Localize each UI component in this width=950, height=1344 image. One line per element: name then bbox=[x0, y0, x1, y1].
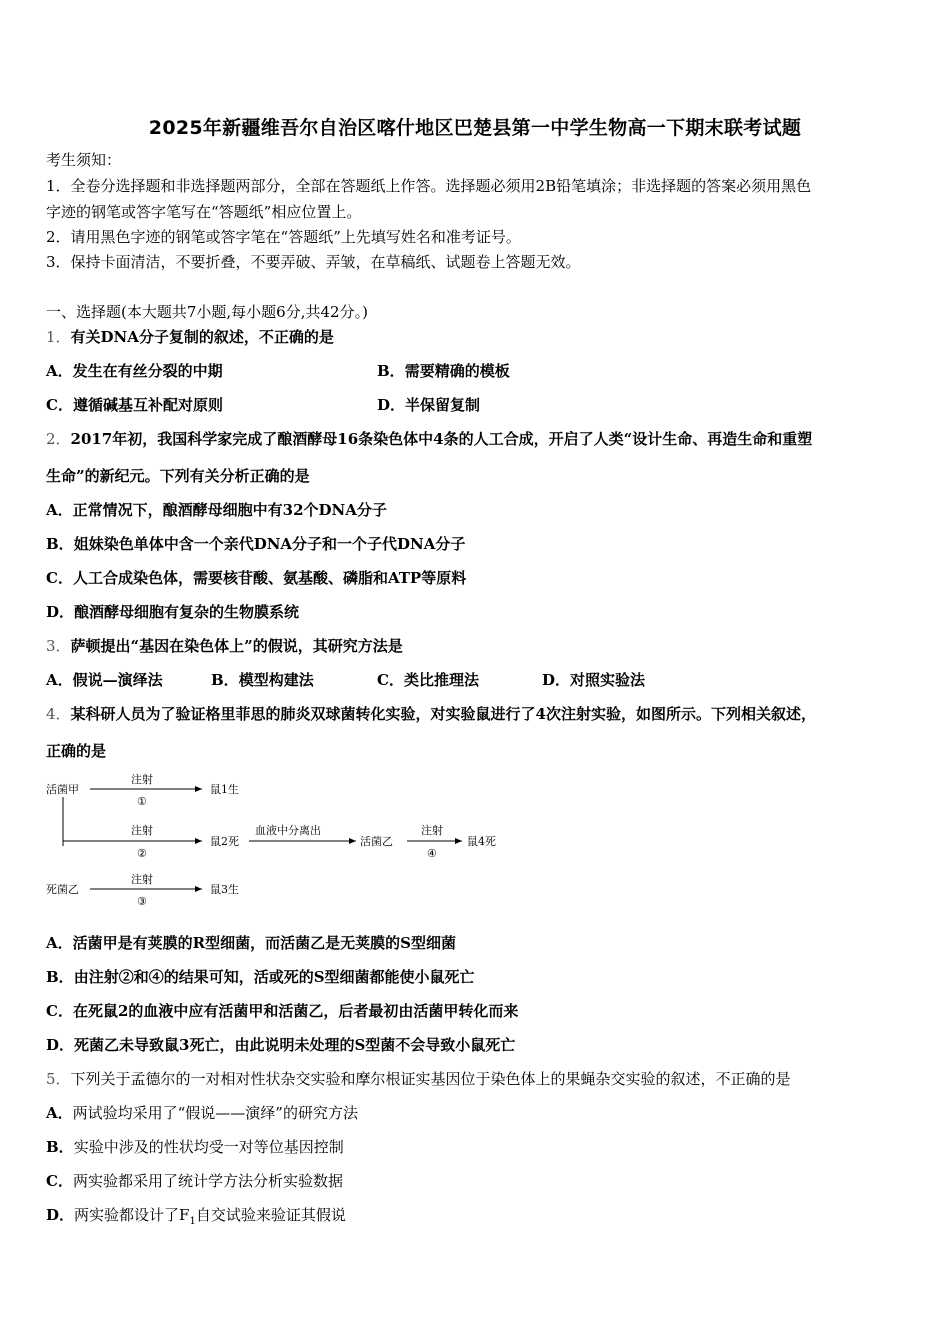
label-mouse-4: 鼠4死 bbox=[467, 835, 496, 848]
question-1-stem bbox=[46, 327, 334, 347]
notice-item: 3．保持卡面清洁，不要折叠，不要弄破、弄皱，在草稿纸、试题卷上答题无效。 bbox=[46, 253, 581, 271]
option-text: 正常情况下，酿酒酵母细胞中有32个DNA分子 bbox=[72, 501, 387, 519]
q5-option-d[interactable] bbox=[46, 1205, 346, 1232]
q1-option-d[interactable] bbox=[377, 395, 480, 415]
option-text: 在死鼠2的血液中应有活菌甲和活菌乙，后者最初由活菌甲转化而来 bbox=[72, 1002, 519, 1020]
question-stem-line: 生命”的新纪元。下列有关分析正确的是 bbox=[46, 467, 310, 485]
notice-heading: 考生须知： bbox=[46, 151, 122, 169]
q4-option-a[interactable] bbox=[46, 933, 456, 953]
question-stem-line: 正确的是 bbox=[46, 742, 107, 760]
q2-option-a[interactable] bbox=[46, 500, 387, 520]
label-step-3: ③ bbox=[137, 895, 147, 908]
question-number: 3． bbox=[46, 637, 71, 655]
option-label: D． bbox=[46, 1036, 75, 1054]
q3-option-d[interactable] bbox=[542, 670, 645, 690]
q5-option-b[interactable] bbox=[46, 1137, 344, 1157]
option-label: B． bbox=[46, 1138, 74, 1156]
option-label: A． bbox=[46, 671, 73, 689]
q1-option-a[interactable] bbox=[46, 361, 223, 381]
question-3-stem bbox=[46, 636, 403, 656]
option-subscript: 1 bbox=[189, 1216, 196, 1227]
notice-item: 2．请用黑色字迹的钢笔或答字笔在“答题纸”上先填写姓名和准考证号。 bbox=[46, 228, 521, 246]
q4-option-b[interactable] bbox=[46, 967, 475, 987]
option-text: 人工合成染色体，需要核苷酸、氨基酸、磷脂和ATP等原料 bbox=[72, 569, 467, 587]
question-2-stem bbox=[46, 429, 812, 449]
label-inject: 注射 bbox=[131, 824, 153, 837]
option-text: 两实验都采用了统计学方法分析实验数据 bbox=[72, 1172, 343, 1190]
option-text: 姐妹染色单体中含一个亲代DNA分子和一个子代DNA分子 bbox=[73, 535, 466, 553]
option-text: 遵循碱基互补配对原则 bbox=[72, 396, 223, 414]
q2-option-d[interactable] bbox=[46, 602, 299, 622]
option-label: B． bbox=[377, 362, 405, 380]
option-label: B． bbox=[211, 671, 239, 689]
q3-option-b[interactable] bbox=[211, 670, 314, 690]
question-stem-line: 2017年初，我国科学家完成了酿酒酵母16条染色体中4条的人工合成，开启了人类“设计生命、再造生命和重塑 bbox=[70, 430, 813, 448]
label-inject: 注射 bbox=[421, 824, 443, 837]
q4-option-d[interactable] bbox=[46, 1035, 515, 1055]
q2-option-c[interactable] bbox=[46, 568, 466, 588]
option-text: 两实验都设计了F bbox=[74, 1206, 190, 1224]
question-4-stem bbox=[46, 704, 816, 724]
injection-diagram bbox=[44, 770, 524, 910]
q1-option-b[interactable] bbox=[377, 361, 510, 381]
option-label: C． bbox=[46, 1172, 73, 1190]
q5-option-c[interactable] bbox=[46, 1171, 343, 1191]
option-text-after: 自交试验来验证其假说 bbox=[195, 1206, 346, 1224]
q3-option-a[interactable] bbox=[46, 670, 163, 690]
option-label: D． bbox=[377, 396, 406, 414]
option-label: C． bbox=[377, 671, 404, 689]
option-label: D． bbox=[46, 603, 75, 621]
label-blood-separate: 血液中分离出 bbox=[255, 824, 321, 837]
option-text: 发生在有丝分裂的中期 bbox=[72, 362, 223, 380]
section-heading: 一、选择题(本大题共7小题,每小题6分,共42分。) bbox=[46, 303, 368, 321]
option-text: 需要精确的模板 bbox=[404, 362, 510, 380]
question-stem: 有关DNA分子复制的叙述，不正确的是 bbox=[70, 328, 334, 346]
option-label: C． bbox=[46, 1002, 73, 1020]
option-text: 半保留复制 bbox=[405, 396, 481, 414]
option-label: A． bbox=[46, 934, 73, 952]
option-label: C． bbox=[46, 396, 73, 414]
option-text: 由注射②和④的结果可知，活或死的S型细菌都能使小鼠死亡 bbox=[73, 968, 475, 986]
question-number: 5． bbox=[46, 1070, 71, 1088]
option-text: 死菌乙未导致鼠3死亡，由此说明未处理的S型菌不会导致小鼠死亡 bbox=[74, 1036, 516, 1054]
option-label: A． bbox=[46, 1104, 73, 1122]
option-text: 假说—演绎法 bbox=[72, 671, 163, 689]
option-label: D． bbox=[46, 1206, 75, 1224]
q4-option-c[interactable] bbox=[46, 1001, 518, 1021]
option-label: D． bbox=[542, 671, 571, 689]
label-inject: 注射 bbox=[131, 773, 153, 786]
option-label: B． bbox=[46, 968, 74, 986]
label-live-bacteria-a: 活菌甲 bbox=[46, 783, 79, 796]
option-text: 对照实验法 bbox=[570, 671, 646, 689]
option-text: 模型构建法 bbox=[238, 671, 314, 689]
question-number: 1． bbox=[46, 328, 71, 346]
question-number: 2． bbox=[46, 430, 71, 448]
q1-option-c[interactable] bbox=[46, 395, 223, 415]
question-2-stem-cont bbox=[46, 466, 310, 486]
option-label: B． bbox=[46, 535, 74, 553]
option-text: 实验中涉及的性状均受一对等位基因控制 bbox=[73, 1138, 344, 1156]
label-mouse-1: 鼠1生 bbox=[210, 783, 239, 796]
question-4-stem-cont bbox=[46, 741, 106, 761]
notice-item: 1．全卷分选择题和非选择题两部分，全部在答题纸上作答。选择题必须用2B铅笔填涂；非选择题的答案必须用黑色 bbox=[46, 177, 812, 195]
label-step-1: ① bbox=[137, 795, 147, 808]
option-text: 酿酒酵母细胞有复杂的生物膜系统 bbox=[74, 603, 300, 621]
question-5-stem bbox=[46, 1069, 791, 1089]
q2-option-b[interactable] bbox=[46, 534, 465, 554]
option-label: C． bbox=[46, 569, 73, 587]
option-label: A． bbox=[46, 362, 73, 380]
question-stem-line: 某科研人员为了验证格里菲思的肺炎双球菌转化实验，对实验鼠进行了4次注射实验，如图所示。下列相关叙述， bbox=[70, 705, 816, 723]
q5-option-a[interactable] bbox=[46, 1103, 358, 1123]
q3-option-c[interactable] bbox=[377, 670, 479, 690]
label-inject: 注射 bbox=[131, 873, 153, 886]
page-title: 2025年新疆维吾尔自治区喀什地区巴楚县第一中学生物高一下期末联考试题 bbox=[148, 117, 802, 139]
label-dead-bacteria-b: 死菌乙 bbox=[46, 883, 79, 896]
question-stem: 下列关于孟德尔的一对相对性状杂交实验和摩尔根证实基因位于染色体上的果蝇杂交实验的叙述，不正确的是 bbox=[70, 1070, 791, 1088]
label-step-4: ④ bbox=[427, 847, 437, 860]
notice-item: 字迹的钢笔或答字笔写在“答题纸”相应位置上。 bbox=[46, 203, 362, 221]
option-label: A． bbox=[46, 501, 73, 519]
question-number: 4． bbox=[46, 705, 71, 723]
option-text: 类比推理法 bbox=[403, 671, 479, 689]
question-stem: 萨顿提出“基因在染色体上”的假说，其研究方法是 bbox=[70, 637, 403, 655]
label-live-bacteria-b: 活菌乙 bbox=[360, 835, 393, 848]
label-step-2: ② bbox=[137, 847, 147, 860]
option-text: 活菌甲是有荚膜的R型细菌，而活菌乙是无荚膜的S型细菌 bbox=[72, 934, 456, 952]
label-mouse-3: 鼠3生 bbox=[210, 883, 239, 896]
option-text: 两试验均采用了“假说——演绎”的研究方法 bbox=[72, 1104, 358, 1122]
label-mouse-2: 鼠2死 bbox=[210, 835, 239, 848]
